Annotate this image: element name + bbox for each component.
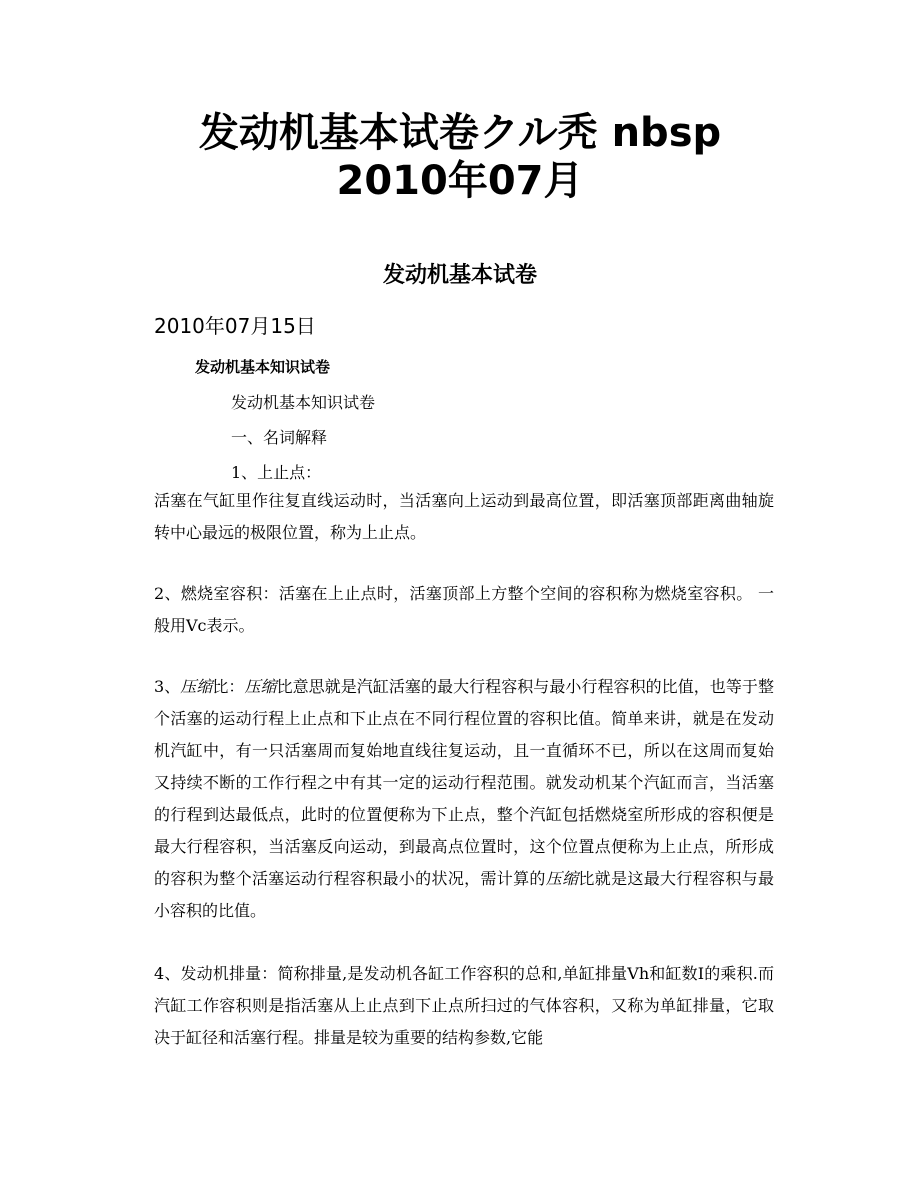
item-1-body: 活塞在气缸里作往复直线运动时，当活塞向上运动到最高位置，即活塞顶部距离曲轴旋转中心最远的极限位置，称为上止点。 <box>154 491 774 542</box>
document-date: 2010年07月15日 <box>154 314 316 338</box>
subtitle-part-1: 发动 <box>382 263 427 288</box>
document-title-line-1: 发动机基本试卷クル秃 nbsp <box>198 110 722 156</box>
subtitle-part-2: 机基本试卷 <box>427 263 538 288</box>
section-heading: 发动机基本知识试卷 <box>195 358 331 376</box>
item-3-prefix: 3、 <box>154 677 181 696</box>
item-3-body <box>154 671 774 927</box>
item-3-body-a: 比意思就是汽缸活塞的最大行程容积与最小行程容积的比值，也等于整个活塞的运动行程上止点和下止点在不同行程位置的容积比值。简单来讲，就是在发动机汽缸中，有一只活塞周而复始地直线往复运动，且一直循环不已，所以在这周而复始又持续不断的工作行程之中有其一定的运动行程范围。就发动机某个汽缸而言，当活塞的行程到达最低点，此时的位置便称为下止点，整个汽缸包括燃烧室所形成的容积便是最大行程容积，当活塞反向运动，到最高点位置时，这个位置点便称为上止点，所形成的容积为整个活塞运动行程容积最小的状况，需计算的 <box>154 677 774 888</box>
item-3-term-b: 压缩 <box>244 677 277 696</box>
item-2-body: 2、燃烧室容积：活塞在上止点时，活塞顶部上方整个空间的容积称为燃烧室容积。 一般用Vc表示。 <box>154 584 774 635</box>
item-3-term-c: 压缩 <box>545 869 579 888</box>
item-3-body-b: 比就是这最大行程容积与最小容积的比值。 <box>154 869 774 920</box>
item-4-body: 4、发动机排量：简称排量,是发动机各缸工作容积的总和,单缸排量Vh和缸数I的乘积.而汽缸工作容积则是指活塞从上止点到下止点所扫过的气体容积，又称为单缸排量，它取决于缸径和活塞行程。排量是较为重要的结构参数,它能 <box>154 964 774 1047</box>
inner-title: 发动机基本知识试卷 <box>231 393 376 412</box>
part-heading: 一、名词解释 <box>231 428 328 447</box>
document-title-line-2: 2010年07月 <box>336 158 584 204</box>
document-subtitle <box>0 260 920 292</box>
item-1-heading: 1、上止点： <box>231 463 322 482</box>
item-3-term-a: 压缩 <box>180 677 213 696</box>
item-3-mid-a: 比： <box>212 677 245 696</box>
